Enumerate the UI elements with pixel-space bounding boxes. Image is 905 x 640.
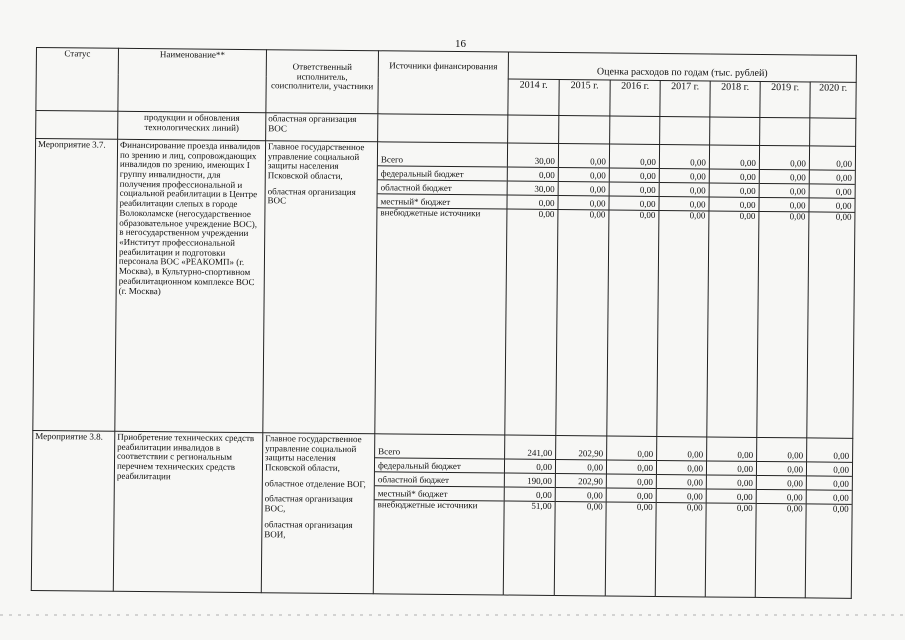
value-cell: 51,00 <box>531 500 552 511</box>
value-cell: 0,00 <box>589 209 606 220</box>
value-cell: 0,00 <box>558 196 608 210</box>
value-cell: 0,00 <box>609 196 658 210</box>
value-cell: 0,00 <box>760 170 809 184</box>
year-values <box>705 437 757 597</box>
value-cell: 0,00 <box>657 475 706 489</box>
value-cell: 0,00 <box>757 448 806 462</box>
year-values <box>655 436 707 596</box>
source-total: Всего <box>375 444 504 459</box>
continuation-name: продукции и обновления технологических линий) <box>118 111 266 140</box>
value-cell: 0,00 <box>657 447 706 461</box>
value-cell: 0,00 <box>832 503 849 514</box>
continuation-status <box>36 110 118 139</box>
value-cell: 0,00 <box>835 211 852 222</box>
responsible-item: Главное государственное управление социальной защиты населения Псковской области, <box>264 433 362 473</box>
year-values <box>805 438 853 598</box>
value-cell: 0,00 <box>610 154 659 168</box>
responsible-item: областная организация ВОС <box>267 185 356 206</box>
year-values <box>757 145 810 437</box>
value-cell: 0,00 <box>659 197 708 211</box>
value-cell: 0,00 <box>689 210 706 221</box>
source-local: местный* бюджет <box>375 486 504 501</box>
value-cell: 0,00 <box>809 198 854 212</box>
source-extrabudget: внебюджетные источники <box>380 207 481 219</box>
value-cell: 0,00 <box>660 169 709 183</box>
year-values <box>607 144 660 436</box>
row-status: Мероприятие 3.7. <box>33 138 118 431</box>
year-values <box>657 144 710 436</box>
value-cell: 0,00 <box>810 170 855 184</box>
value-cell: 0,00 <box>709 197 758 211</box>
header-year: 2017 г. <box>660 80 710 116</box>
row-responsible <box>263 141 378 434</box>
header-year: 2018 г. <box>710 81 760 117</box>
responsible-item: областное отделение ВОГ, <box>264 477 366 489</box>
value-cell: 0,00 <box>556 460 606 474</box>
value-cell: 0,00 <box>607 474 656 488</box>
row-responsible <box>261 432 375 593</box>
scan-artifact <box>0 614 905 616</box>
row-sources <box>373 434 505 595</box>
value-cell: 0,00 <box>710 155 759 169</box>
value-cell: 0,00 <box>807 462 852 476</box>
value-cell: 0,00 <box>657 461 706 475</box>
header-sources: Источники финансирования <box>378 51 509 115</box>
source-extrabudget: внебюджетные источники <box>377 499 478 511</box>
value-cell: 0,00 <box>710 183 759 197</box>
value-cell: 0,00 <box>810 156 855 170</box>
value-cell: 0,00 <box>686 502 703 513</box>
header-name: Наименование** <box>118 48 267 112</box>
value-cell: 202,90 <box>556 474 606 488</box>
value-cell: 0,00 <box>739 210 756 221</box>
row-name: Финансирование проезда инвалидов по зрению и лиц, сопровождающих инвалидов по зрению, имеющих I группу инвалидности, для получения профессиональной и социальной реабилитации в Центре реабилитации слепых в городе Волоколамске (негосударственное образовательное учреждение ВОС), в негосударственном учреждении «Институт профессиональной реабилитации и подготовки персонала ВОС «РЕАКОМП» (г. Москва), в Культурно-спортивном реабилитационном комплексе ВОС (г. Москва) <box>115 139 266 432</box>
header-estimate: Оценка расходов по годам (тыс. рублей) <box>508 52 856 82</box>
value-cell: 202,90 <box>556 446 606 460</box>
year-values <box>505 143 559 435</box>
header-responsible: Ответственный исполнитель, соисполнители, участники <box>266 50 379 114</box>
year-values <box>807 146 856 438</box>
header-year: 2019 г. <box>760 81 810 117</box>
value-cell: 0,00 <box>760 156 809 170</box>
responsible-item: областная организация ВОИ, <box>264 519 353 539</box>
value-cell: 0,00 <box>760 184 809 198</box>
value-cell: 0,00 <box>559 154 609 168</box>
value-cell: 0,00 <box>707 489 756 503</box>
value-cell: 0,00 <box>807 490 852 504</box>
source-federal: федеральный бюджет <box>375 458 504 473</box>
header-row <box>36 48 856 83</box>
table-row <box>33 138 856 438</box>
row-status: Мероприятие 3.8. <box>31 430 115 591</box>
value-cell: 0,00 <box>559 168 609 182</box>
budget-table <box>31 47 857 599</box>
value-cell: 0,00 <box>757 490 806 504</box>
value-cell: 0,00 <box>810 184 855 198</box>
value-cell: 0,00 <box>710 169 759 183</box>
value-cell: 0,00 <box>639 209 656 220</box>
source-total: Всего <box>378 152 507 167</box>
row-sources <box>375 142 508 435</box>
value-cell: 0,00 <box>707 461 756 475</box>
value-cell: 0,00 <box>707 475 756 489</box>
row-name: Приобретение технических средств реабилитации инвалидов в соответствии с региональным перечнем технических средств реабилитации <box>113 431 263 592</box>
value-cell: 0,00 <box>556 488 606 502</box>
page-number: 16 <box>455 38 466 50</box>
value-cell: 30,00 <box>508 181 558 195</box>
value-cell: 0,00 <box>807 448 852 462</box>
source-regional: областной бюджет <box>375 472 504 487</box>
header-year: 2016 г. <box>610 80 660 116</box>
year-values <box>503 435 556 595</box>
value-cell: 0,00 <box>586 501 603 512</box>
header-year: 2014 г. <box>508 79 559 115</box>
year-values <box>556 143 610 435</box>
value-cell: 0,00 <box>757 476 806 490</box>
header-status: Статус <box>36 48 119 112</box>
value-cell: 0,00 <box>610 182 659 196</box>
value-cell: 0,00 <box>807 476 852 490</box>
value-cell: 0,00 <box>607 488 656 502</box>
continuation-responsible: областная организация ВОС <box>266 113 378 142</box>
year-values <box>605 436 657 596</box>
value-cell: 0,00 <box>508 167 558 181</box>
value-cell: 0,00 <box>507 195 557 209</box>
year-values <box>755 437 807 597</box>
responsible-item: областная организация ВОС, <box>264 493 353 514</box>
value-cell: 0,00 <box>759 198 808 212</box>
header-year: 2020 г. <box>810 82 856 118</box>
value-cell: 0,00 <box>636 501 653 512</box>
value-cell: 0,00 <box>786 503 803 514</box>
year-values <box>707 145 760 437</box>
value-cell: 0,00 <box>757 462 806 476</box>
value-cell: 30,00 <box>508 153 558 167</box>
value-cell: 0,00 <box>736 502 753 513</box>
value-cell: 0,00 <box>607 446 656 460</box>
header-year: 2015 г. <box>559 79 610 115</box>
source-federal: федеральный бюджет <box>378 166 507 181</box>
value-cell: 0,00 <box>789 211 806 222</box>
value-cell: 0,00 <box>610 168 659 182</box>
document-sheet <box>31 47 856 597</box>
value-cell: 0,00 <box>657 489 706 503</box>
year-values <box>554 435 607 595</box>
value-cell: 0,00 <box>559 182 609 196</box>
value-cell: 190,00 <box>505 473 555 487</box>
value-cell: 0,00 <box>607 460 656 474</box>
value-cell: 0,00 <box>505 459 555 473</box>
source-regional: областной бюджет <box>378 180 507 195</box>
table-row <box>31 430 853 598</box>
responsible-item: Главное государственное управление социальной защиты населения Псковской области, <box>267 141 365 181</box>
value-cell: 0,00 <box>660 155 709 169</box>
value-cell: 0,00 <box>538 208 555 219</box>
source-local: местный* бюджет <box>377 194 506 209</box>
value-cell: 0,00 <box>505 487 555 501</box>
value-cell: 0,00 <box>707 447 756 461</box>
value-cell: 241,00 <box>505 445 555 459</box>
value-cell: 0,00 <box>660 183 709 197</box>
